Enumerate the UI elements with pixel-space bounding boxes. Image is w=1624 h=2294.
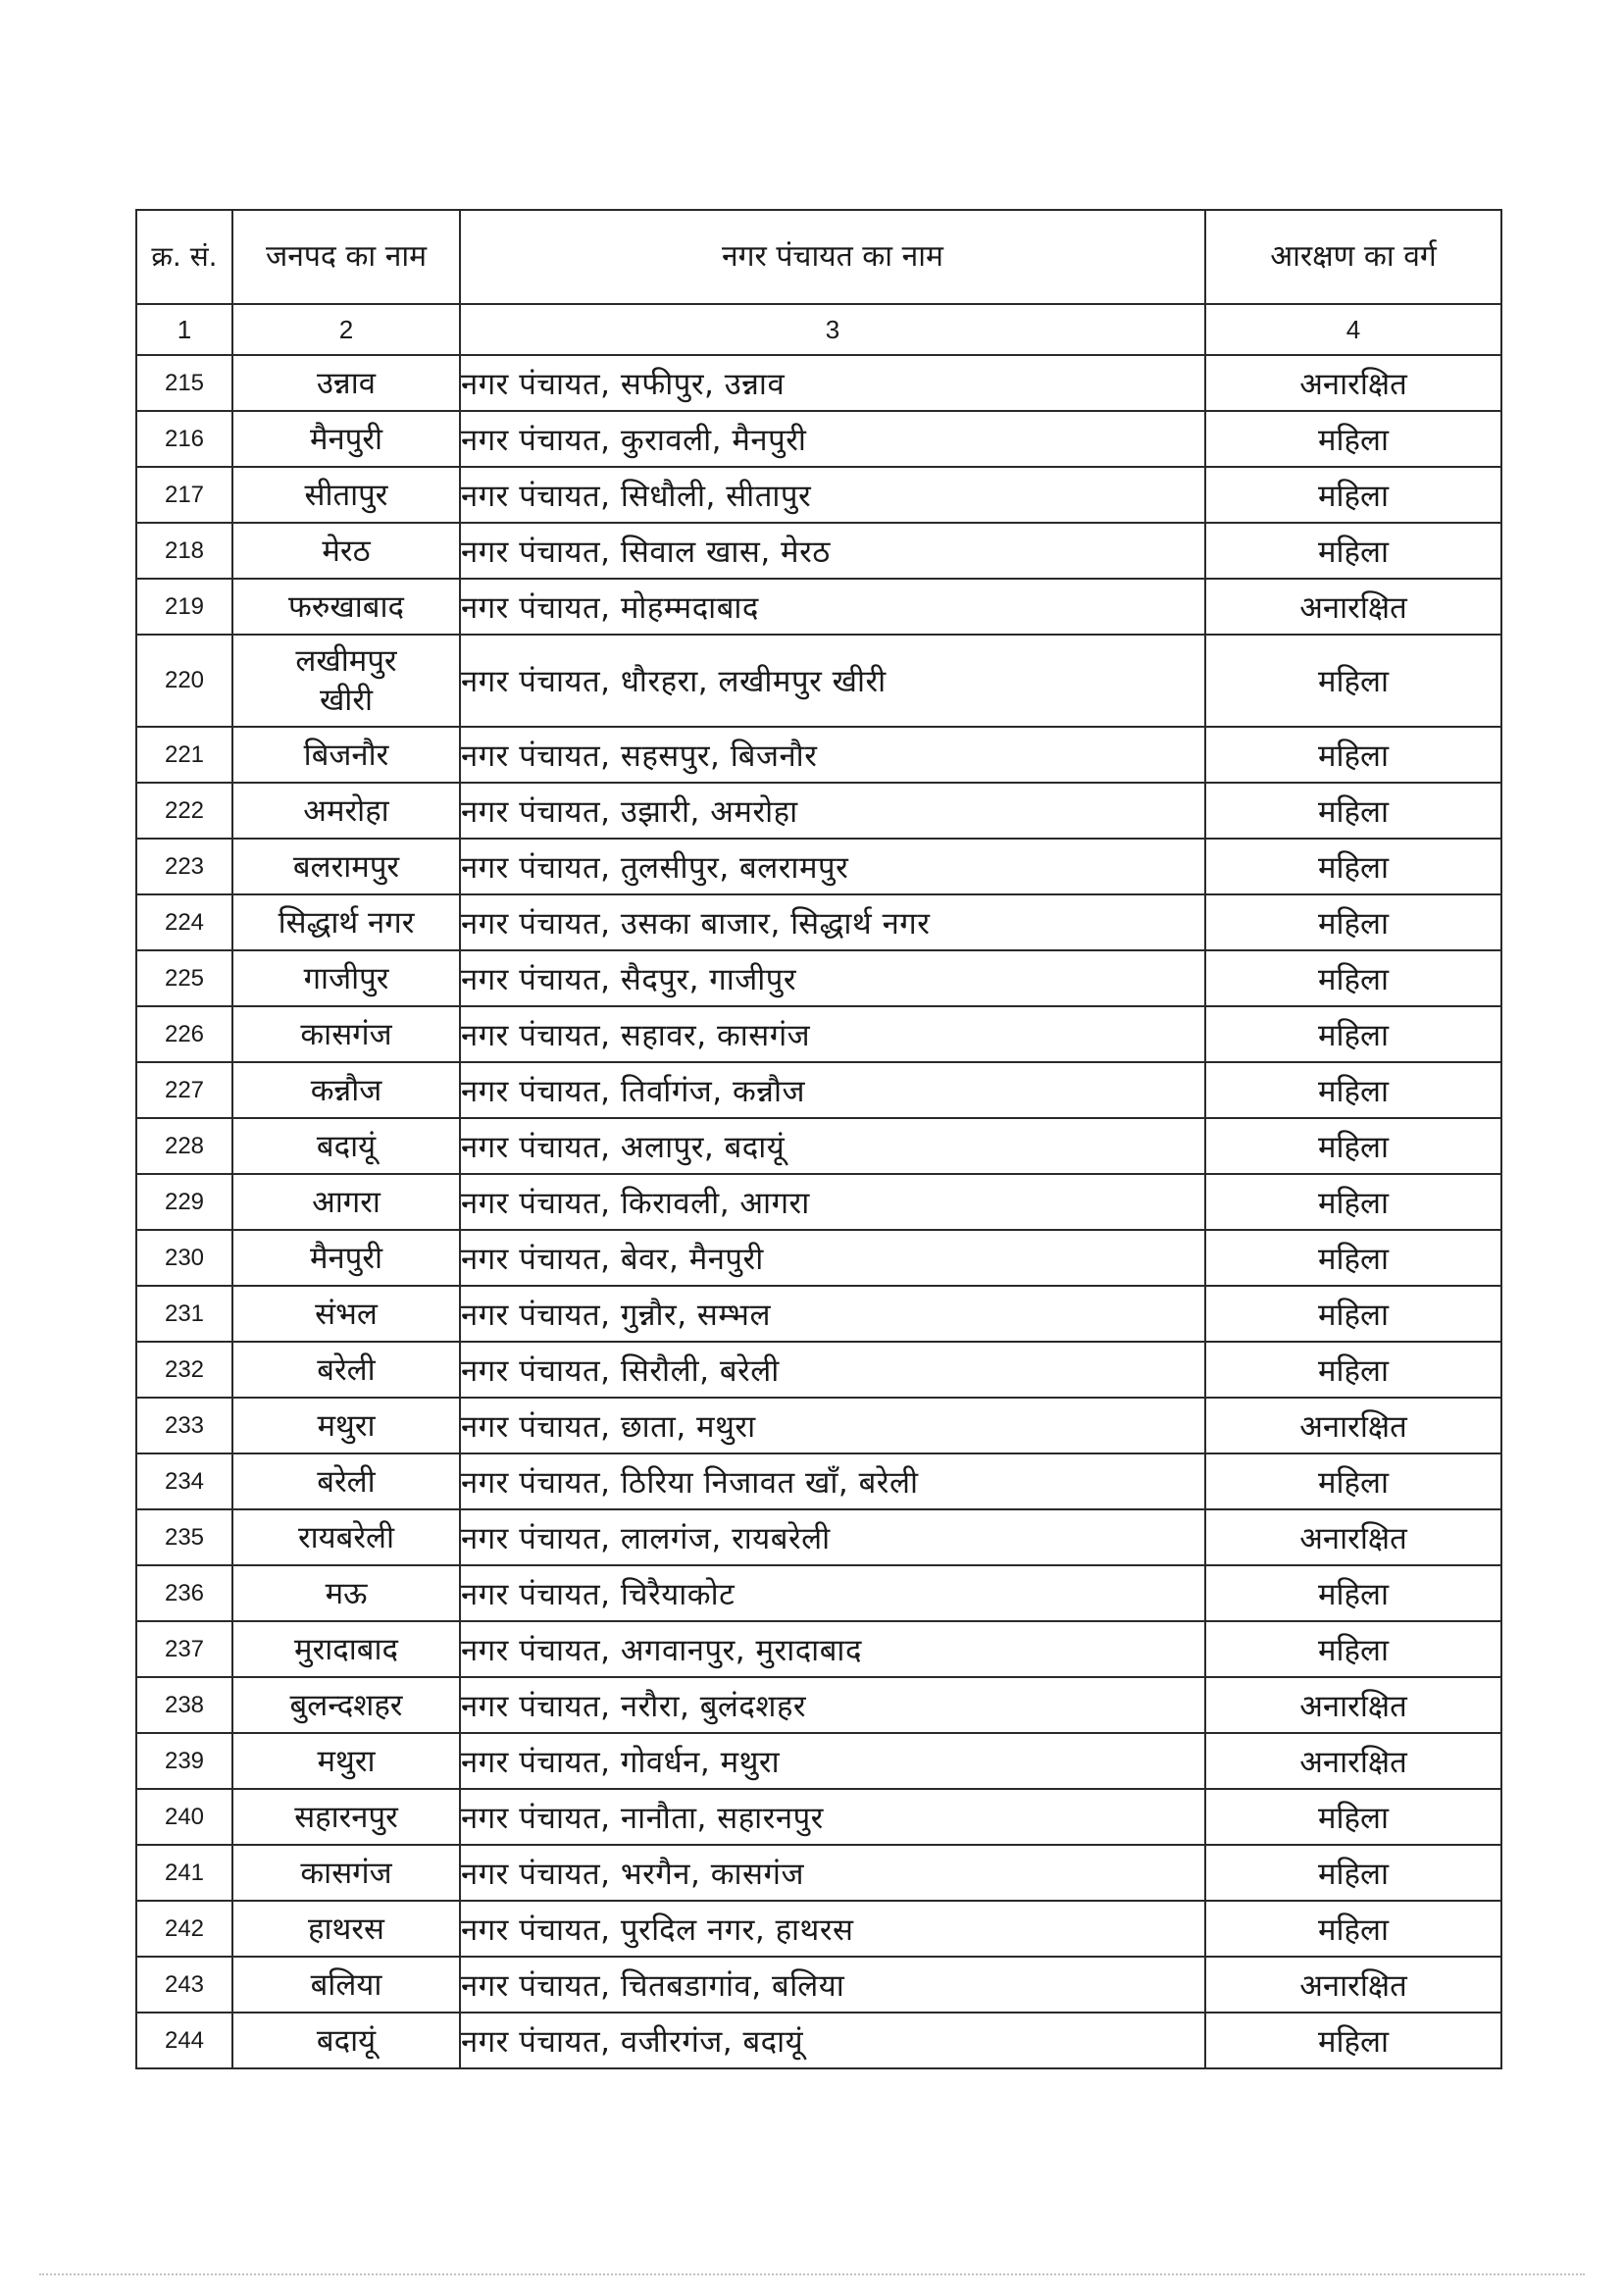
- panchayat-name-cell: नगर पंचायत, उसका बाजार, सिद्धार्थ नगर: [460, 894, 1205, 950]
- column-number: 1: [136, 304, 232, 355]
- table-row: [136, 467, 1501, 523]
- table-row: [136, 411, 1501, 467]
- serial-number-cell: 227: [136, 1062, 232, 1118]
- panchayat-name-cell: नगर पंचायत, कुरावली, मैनपुरी: [460, 411, 1205, 467]
- district-name-cell: बलरामपुर: [232, 839, 460, 894]
- column-number: 4: [1205, 304, 1501, 355]
- panchayat-name-cell: नगर पंचायत, नानौता, सहारनपुर: [460, 1789, 1205, 1845]
- table-row: [136, 635, 1501, 727]
- reservation-category-cell: महिला: [1205, 1453, 1501, 1509]
- reservation-category-cell: अनारक्षित: [1205, 1509, 1501, 1565]
- district-name-cell: बदायूं: [232, 1118, 460, 1174]
- table-row: [136, 1118, 1501, 1174]
- panchayat-name-cell: नगर पंचायत, वजीरगंज, बदायूं: [460, 2013, 1205, 2068]
- panchayat-name-cell: नगर पंचायत, भरगैन, कासगंज: [460, 1845, 1205, 1901]
- panchayat-name-cell: नगर पंचायत, उझारी, अमरोहा: [460, 783, 1205, 839]
- table-row: [136, 1509, 1501, 1565]
- serial-number-cell: 239: [136, 1733, 232, 1789]
- reservation-category-cell: महिला: [1205, 1006, 1501, 1062]
- district-name-cell: मथुरा: [232, 1733, 460, 1789]
- serial-number-cell: 222: [136, 783, 232, 839]
- district-name-cell: हाथरस: [232, 1901, 460, 1957]
- serial-number-cell: 237: [136, 1621, 232, 1677]
- serial-number-cell: 233: [136, 1398, 232, 1453]
- reservation-category-cell: महिला: [1205, 1845, 1501, 1901]
- reservation-category-cell: महिला: [1205, 635, 1501, 727]
- panchayat-name-cell: नगर पंचायत, सिवाल खास, मेरठ: [460, 523, 1205, 579]
- serial-number-cell: 228: [136, 1118, 232, 1174]
- table-row: [136, 783, 1501, 839]
- header-reservation-category: आरक्षण का वर्ग: [1205, 210, 1501, 304]
- table-row: [136, 1174, 1501, 1230]
- column-number-row: [136, 304, 1501, 355]
- serial-number-cell: 242: [136, 1901, 232, 1957]
- district-name-cell: कासगंज: [232, 1845, 460, 1901]
- reservation-category-cell: महिला: [1205, 1230, 1501, 1286]
- reservation-category-cell: महिला: [1205, 783, 1501, 839]
- panchayat-name-cell: नगर पंचायत, अगवानपुर, मुरादाबाद: [460, 1621, 1205, 1677]
- panchayat-name-cell: नगर पंचायत, चितबडागांव, बलिया: [460, 1957, 1205, 2013]
- table-row: [136, 894, 1501, 950]
- panchayat-name-cell: नगर पंचायत, सिधौली, सीतापुर: [460, 467, 1205, 523]
- table-row: [136, 839, 1501, 894]
- reservation-category-cell: महिला: [1205, 1062, 1501, 1118]
- district-name-cell: बलिया: [232, 1957, 460, 2013]
- district-name-cell: अमरोहा: [232, 783, 460, 839]
- serial-number-cell: 218: [136, 523, 232, 579]
- district-name-cell: सीतापुर: [232, 467, 460, 523]
- district-name-cell: लखीमपुर खीरी: [232, 635, 460, 727]
- table-row: [136, 523, 1501, 579]
- district-name-cell: बरेली: [232, 1453, 460, 1509]
- district-name-cell: कन्नौज: [232, 1062, 460, 1118]
- table-row: [136, 1733, 1501, 1789]
- table-row: [136, 1621, 1501, 1677]
- panchayat-name-cell: नगर पंचायत, गोवर्धन, मथुरा: [460, 1733, 1205, 1789]
- table-row: [136, 1230, 1501, 1286]
- reservation-category-cell: अनारक्षित: [1205, 1733, 1501, 1789]
- panchayat-name-cell: नगर पंचायत, किरावली, आगरा: [460, 1174, 1205, 1230]
- district-name-cell: मैनपुरी: [232, 411, 460, 467]
- serial-number-cell: 221: [136, 727, 232, 783]
- serial-number-cell: 234: [136, 1453, 232, 1509]
- reservation-category-cell: महिला: [1205, 839, 1501, 894]
- serial-number-cell: 225: [136, 950, 232, 1006]
- panchayat-name-cell: नगर पंचायत, सहावर, कासगंज: [460, 1006, 1205, 1062]
- district-name-cell: रायबरेली: [232, 1509, 460, 1565]
- serial-number-cell: 241: [136, 1845, 232, 1901]
- reservation-category-cell: अनारक्षित: [1205, 1957, 1501, 2013]
- panchayat-name-cell: नगर पंचायत, छाता, मथुरा: [460, 1398, 1205, 1453]
- table-row: [136, 1398, 1501, 1453]
- reservation-category-cell: महिला: [1205, 467, 1501, 523]
- panchayat-name-cell: नगर पंचायत, तुलसीपुर, बलरामपुर: [460, 839, 1205, 894]
- district-name-cell: बुलन्दशहर: [232, 1677, 460, 1733]
- table-row: [136, 1957, 1501, 2013]
- reservation-category-cell: महिला: [1205, 1286, 1501, 1342]
- table-row: [136, 1286, 1501, 1342]
- table-row: [136, 579, 1501, 635]
- reservation-category-cell: अनारक्षित: [1205, 1677, 1501, 1733]
- table-row: [136, 1062, 1501, 1118]
- district-name-cell: बिजनौर: [232, 727, 460, 783]
- table-row: [136, 2013, 1501, 2068]
- table-row: [136, 950, 1501, 1006]
- table-row: [136, 1677, 1501, 1733]
- panchayat-name-cell: नगर पंचायत, सिरौली, बरेली: [460, 1342, 1205, 1398]
- district-name-cell: बदायूं: [232, 2013, 460, 2068]
- panchayat-name-cell: नगर पंचायत, अलापुर, बदायूं: [460, 1118, 1205, 1174]
- reservation-category-cell: महिला: [1205, 1118, 1501, 1174]
- serial-number-cell: 238: [136, 1677, 232, 1733]
- serial-number-cell: 219: [136, 579, 232, 635]
- panchayat-name-cell: नगर पंचायत, सहसपुर, बिजनौर: [460, 727, 1205, 783]
- district-name-cell: सहारनपुर: [232, 1789, 460, 1845]
- header-panchayat-name: नगर पंचायत का नाम: [460, 210, 1205, 304]
- column-number: 3: [460, 304, 1205, 355]
- reservation-category-cell: महिला: [1205, 1901, 1501, 1957]
- serial-number-cell: 230: [136, 1230, 232, 1286]
- district-name-cell: सिद्धार्थ नगर: [232, 894, 460, 950]
- table-header-row: [136, 210, 1501, 304]
- district-name-cell: मऊ: [232, 1565, 460, 1621]
- district-name-cell: संभल: [232, 1286, 460, 1342]
- reservation-category-cell: महिला: [1205, 1342, 1501, 1398]
- panchayat-name-cell: नगर पंचायत, धौरहरा, लखीमपुर खीरी: [460, 635, 1205, 727]
- serial-number-cell: 215: [136, 355, 232, 411]
- reservation-category-cell: महिला: [1205, 411, 1501, 467]
- reservation-category-cell: अनारक्षित: [1205, 579, 1501, 635]
- serial-number-cell: 236: [136, 1565, 232, 1621]
- district-name-cell: मेरठ: [232, 523, 460, 579]
- table-row: [136, 727, 1501, 783]
- serial-number-cell: 224: [136, 894, 232, 950]
- district-name-cell: बरेली: [232, 1342, 460, 1398]
- table-body: [136, 355, 1501, 2068]
- reservation-category-cell: महिला: [1205, 727, 1501, 783]
- serial-number-cell: 240: [136, 1789, 232, 1845]
- column-number: 2: [232, 304, 460, 355]
- serial-number-cell: 216: [136, 411, 232, 467]
- panchayat-name-cell: नगर पंचायत, तिर्वागंज, कन्नौज: [460, 1062, 1205, 1118]
- table-row: [136, 1789, 1501, 1845]
- table-row: [136, 1565, 1501, 1621]
- header-serial-number: क्र. सं.: [136, 210, 232, 304]
- panchayat-name-cell: नगर पंचायत, गुन्नौर, सम्भल: [460, 1286, 1205, 1342]
- district-name-cell: मथुरा: [232, 1398, 460, 1453]
- reservation-category-cell: महिला: [1205, 1621, 1501, 1677]
- reservation-category-cell: महिला: [1205, 1174, 1501, 1230]
- panchayat-name-cell: नगर पंचायत, सफीपुर, उन्नाव: [460, 355, 1205, 411]
- reservation-table: [135, 209, 1502, 2069]
- district-name-cell: कासगंज: [232, 1006, 460, 1062]
- serial-number-cell: 244: [136, 2013, 232, 2068]
- district-name-cell: आगरा: [232, 1174, 460, 1230]
- panchayat-name-cell: नगर पंचायत, सैदपुर, गाजीपुर: [460, 950, 1205, 1006]
- reservation-category-cell: महिला: [1205, 950, 1501, 1006]
- table-row: [136, 1901, 1501, 1957]
- panchayat-name-cell: नगर पंचायत, पुरदिल नगर, हाथरस: [460, 1901, 1205, 1957]
- serial-number-cell: 229: [136, 1174, 232, 1230]
- district-name-cell: गाजीपुर: [232, 950, 460, 1006]
- serial-number-cell: 220: [136, 635, 232, 727]
- table-row: [136, 1006, 1501, 1062]
- serial-number-cell: 243: [136, 1957, 232, 2013]
- header-district-name: जनपद का नाम: [232, 210, 460, 304]
- table-row: [136, 1453, 1501, 1509]
- panchayat-name-cell: नगर पंचायत, चिरैयाकोट: [460, 1565, 1205, 1621]
- table-row: [136, 355, 1501, 411]
- reservation-category-cell: महिला: [1205, 1789, 1501, 1845]
- serial-number-cell: 226: [136, 1006, 232, 1062]
- reservation-category-cell: महिला: [1205, 2013, 1501, 2068]
- table-row: [136, 1342, 1501, 1398]
- district-name-cell: मुरादाबाद: [232, 1621, 460, 1677]
- panchayat-name-cell: नगर पंचायत, मोहम्मदाबाद: [460, 579, 1205, 635]
- reservation-category-cell: अनारक्षित: [1205, 1398, 1501, 1453]
- panchayat-name-cell: नगर पंचायत, बेवर, मैनपुरी: [460, 1230, 1205, 1286]
- reservation-category-cell: अनारक्षित: [1205, 355, 1501, 411]
- panchayat-name-cell: नगर पंचायत, ठिरिया निजावत खाँ, बरेली: [460, 1453, 1205, 1509]
- serial-number-cell: 235: [136, 1509, 232, 1565]
- table-row: [136, 1845, 1501, 1901]
- district-name-cell: फरुखाबाद: [232, 579, 460, 635]
- reservation-category-cell: महिला: [1205, 523, 1501, 579]
- reservation-category-cell: महिला: [1205, 894, 1501, 950]
- page-bottom-scan-marks: [39, 2273, 1585, 2279]
- district-name-cell: मैनपुरी: [232, 1230, 460, 1286]
- district-name-cell: उन्नाव: [232, 355, 460, 411]
- panchayat-name-cell: नगर पंचायत, लालगंज, रायबरेली: [460, 1509, 1205, 1565]
- serial-number-cell: 223: [136, 839, 232, 894]
- reservation-category-cell: महिला: [1205, 1565, 1501, 1621]
- serial-number-cell: 231: [136, 1286, 232, 1342]
- serial-number-cell: 232: [136, 1342, 232, 1398]
- serial-number-cell: 217: [136, 467, 232, 523]
- panchayat-name-cell: नगर पंचायत, नरौरा, बुलंदशहर: [460, 1677, 1205, 1733]
